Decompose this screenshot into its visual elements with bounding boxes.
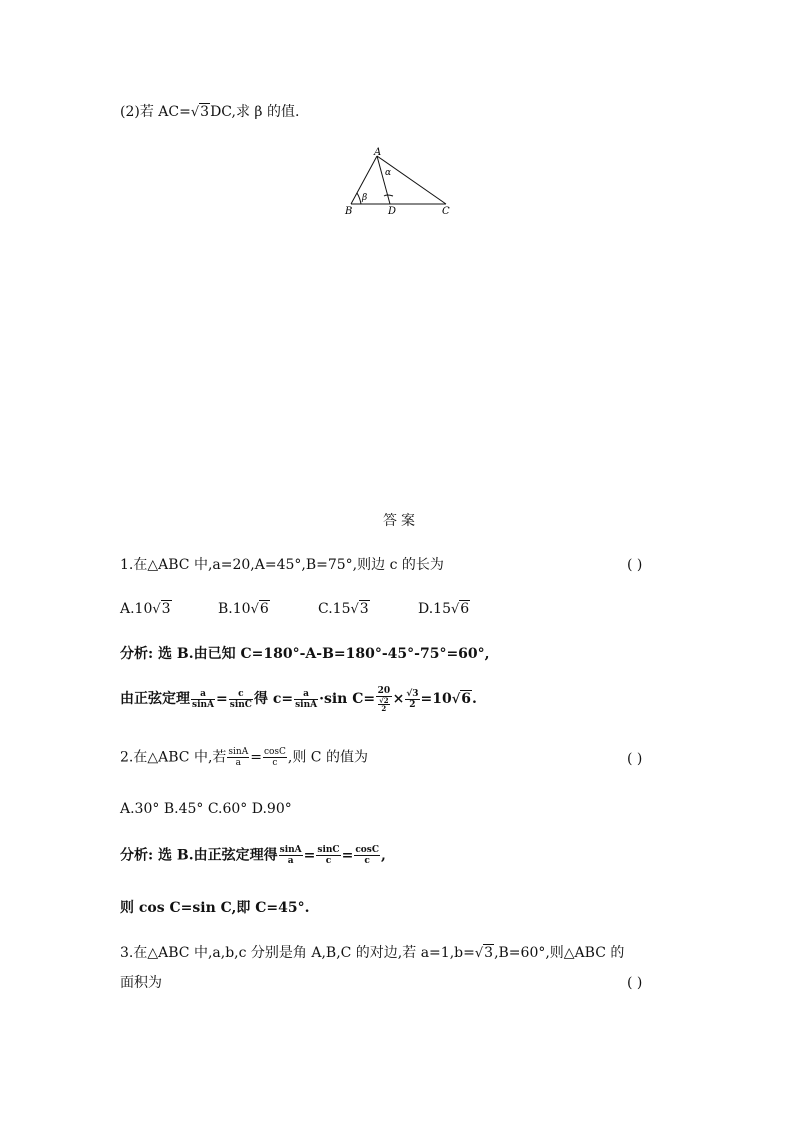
q2-paren: ( ) (627, 751, 643, 767)
label-b: B (345, 206, 353, 217)
q3-paren: ( ) (627, 975, 643, 991)
q2-part2-prefix: (2)若 AC= (120, 104, 191, 120)
q1-stem: 1.在△ABC 中,a=20,A=45°,B=75°,则边 c 的长为 (120, 557, 444, 573)
fraction: $\frac{\sin C}{c}$ (317, 845, 340, 866)
fraction: $\frac{\cos C}{c}$ (355, 845, 380, 866)
q2-part2-suffix: DC,求 β 的值. (210, 104, 300, 120)
side-ac (377, 156, 446, 204)
label-a: A (374, 147, 382, 158)
angle-beta-arc (357, 193, 361, 204)
fraction: $\frac{√3}{2}$ (406, 688, 419, 710)
fraction: $\frac{\cos C}{c}$ (263, 747, 286, 768)
fraction: $\frac{a}{\sin A}$ (295, 688, 318, 710)
fraction: $\frac{c}{\sin C}$ (229, 688, 252, 710)
angle-alpha-arc (384, 195, 393, 196)
q1-options (120, 599, 470, 620)
q3-stem: 3.在△ABC 中,a,b,c 分别是角 A,B,C 的对边,若 a=1,b=√3,B=60°,则△ABC 的 (120, 945, 625, 961)
q2-analysis-line1: 分析: 选 B.由正弦定理得 $\frac{\sin A}{a}$ = $\frac{\sin C}{c}$ = $\frac{\cos C}{c}$ , (120, 845, 386, 866)
fraction: $\frac{\sin A}{a}$ (279, 845, 302, 866)
q1-option-c: C.15√3 (318, 601, 369, 617)
label-c: C (442, 206, 450, 217)
triangle-figure (340, 145, 460, 220)
q2-analysis-line2: 则 cos C=sin C,即 C=45°. (120, 900, 310, 916)
q1-paren: ( ) (627, 557, 643, 573)
q1-option-d: D.15√6 (418, 601, 470, 617)
answer-heading: 答案 (383, 513, 419, 529)
q1-analysis-line2: 由正弦定理 $\frac{a}{\sin A}$ = $\frac{c}{\sin C}$ 得 c= $\frac{a}{\sin A}$ ·sin C= $\frac{20}{\frac{√2}{2}}$ × $\frac{√3}{2}$ =10√6. (120, 686, 477, 713)
label-d: D (388, 206, 397, 217)
q1-option-b: B.10√6 (218, 601, 269, 617)
fraction: $\frac{\sin A}{a}$ (228, 747, 249, 768)
q2-stem: 2.在△ABC 中,若 $\frac{\sin A}{a}$ = $\frac{\cos C}{c}$ ,则 C 的值为 (120, 747, 368, 768)
q1-option-a: A.10√3 (120, 601, 171, 617)
sqrt-expression: √3 (190, 104, 210, 120)
q2-options: A.30° B.45° C.60° D.90° (120, 801, 292, 817)
q3-stem-line2: 面积为 (120, 975, 162, 991)
q1-analysis-line1: 分析: 选 B.由已知 C=180°-A-B=180°-45°-75°=60°, (120, 646, 490, 662)
label-alpha: α (385, 168, 392, 178)
q2-part2-line (120, 102, 299, 123)
fraction: $\frac{20}{\frac{√2}{2}}$ (377, 686, 391, 713)
label-beta: β (362, 193, 368, 203)
fraction: $\frac{a}{\sin A}$ (192, 688, 215, 710)
